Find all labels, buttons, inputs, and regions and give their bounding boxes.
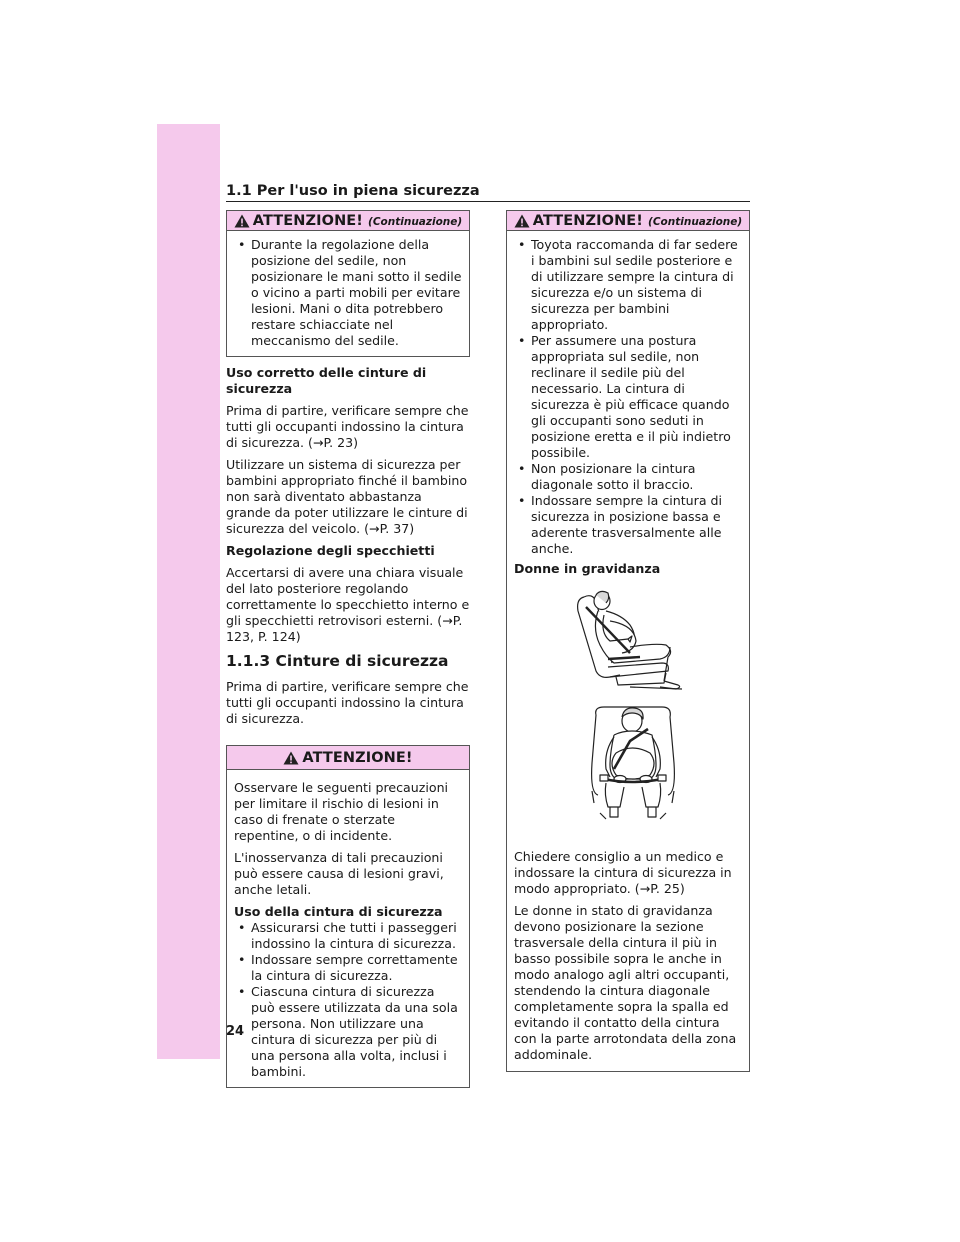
- left-column: [226, 210, 470, 1096]
- warning-title: ATTENZIONE!: [252, 212, 364, 229]
- paragraph: Prima di partire, verificare sempre che tutti gli occupanti indossino la cintura di sicurezza.: [226, 679, 469, 726]
- list-item: • Ciascuna cintura di sicurezza può essere utilizzata da una sola persona. Non utilizzare una cintura di sicurezza per più di una persona alla volta, inclusi i bambini.: [238, 984, 458, 1079]
- subheading: Uso della cintura di sicurezza: [234, 904, 443, 919]
- paragraph: Prima di partire, verificare sempre che tutti gli occupanti indossino la cintura di sicurezza. (→P. 23): [226, 403, 469, 450]
- warning-header: [227, 746, 469, 770]
- warning-header: [507, 211, 749, 231]
- continuation-label: (Continuazione): [648, 216, 743, 228]
- paragraph: Utilizzare un sistema di sicurezza per bambini appropriato finché il bambino non sarà diventato abbastanza grande da poter utilizzare le cinture di sicurezza del veicolo. (→P. 37): [226, 457, 468, 536]
- bullet-list: [234, 920, 462, 1080]
- pregnant-woman-front-view-illustration: [570, 703, 698, 823]
- subheading: Regolazione degli specchietti: [226, 543, 435, 558]
- page-header: [226, 180, 750, 202]
- bullet-list: [514, 237, 742, 557]
- side-tab: [157, 124, 220, 1059]
- subheading: Uso corretto delle cinture di sicurezza: [226, 365, 427, 396]
- paragraph: Accertarsi di avere una chiara visuale del lato posteriore regolando correttamente lo specchietto interno e gli specchietti retrovisori esterni. (→P. 123, P. 124): [226, 565, 470, 644]
- list-item: • Non posizionare la cintura diagonale sotto il braccio.: [518, 461, 696, 492]
- chapter-title: 1.1 Per l'uso in piena sicurezza: [226, 183, 480, 199]
- list-item: • Toyota raccomanda di far sedere i bambini sul sedile posteriore e di utilizzare sempre la cintura di sicurezza e/o un sistema di sicurezza per bambini appropriato.: [518, 237, 738, 332]
- warning-title: ATTENZIONE!: [532, 212, 644, 229]
- subheading: Donne in gravidanza: [514, 561, 661, 576]
- warning-triangle-icon: [514, 214, 530, 228]
- paragraph: Chiedere consiglio a un medico e indossare la cintura di sicurezza in modo appropriato. (→P. 25): [514, 849, 732, 896]
- bullet-list: [234, 237, 462, 349]
- warning-body: [227, 231, 469, 356]
- list-item: • Indossare sempre la cintura di sicurezza in posizione bassa e aderente trasversalmente alle anche.: [518, 493, 723, 556]
- list-item: • Per assumere una postura appropriata sul sedile, non reclinare il sedile più del necessario. La cintura di sicurezza è più efficace quando gli occupanti sono seduti in posizione eretta e il più indietro possibile.: [518, 333, 731, 460]
- section-title: 1.1.3 Cinture di sicurezza: [226, 652, 449, 670]
- page-number: 24: [226, 1024, 245, 1039]
- list-item: • Assicurarsi che tutti i passeggeri indossino la cintura di sicurezza.: [238, 920, 457, 951]
- list-item: • Indossare sempre correttamente la cintura di sicurezza.: [238, 952, 458, 983]
- paragraph: Le donne in stato di gravidanza devono posizionare la sezione trasversale della cintura il più in basso possibile sopra le anche in modo analogo agli altri occupanti, stendendo la cintura diagonale completamente sopra la spalla ed evitando il contatto della cintura con la parte arrotondata della zona addominale.: [514, 903, 737, 1062]
- warning-triangle-icon: [234, 214, 250, 228]
- warning-body: [227, 770, 469, 1087]
- warning-header: [227, 211, 469, 231]
- paragraph: L'inosservanza di tali precauzioni può essere causa di lesioni gravi, anche letali.: [234, 850, 444, 897]
- warning-triangle-icon: [283, 751, 299, 765]
- paragraph: Osservare le seguenti precauzioni per limitare il rischio di lesioni in caso di frenate o sterzate repentine, o di incidente.: [234, 780, 449, 843]
- warning-title: ATTENZIONE!: [302, 749, 413, 766]
- warning-box-continued: [226, 210, 470, 357]
- list-item: • Durante la regolazione della posizione del sedile, non posizionare le mani sotto il sedile o vicino a parti mobili per evitare lesioni. Mani o dita potrebbero restare schiacciate nel meccanismo del sedile.: [238, 237, 462, 348]
- warning-box: [226, 745, 470, 1088]
- warning-body: [507, 231, 749, 1071]
- continuation-label: (Continuazione): [368, 216, 463, 228]
- pregnant-woman-side-view-illustration: [570, 585, 698, 697]
- warning-box-continued: [506, 210, 750, 1072]
- right-column: [506, 210, 750, 1072]
